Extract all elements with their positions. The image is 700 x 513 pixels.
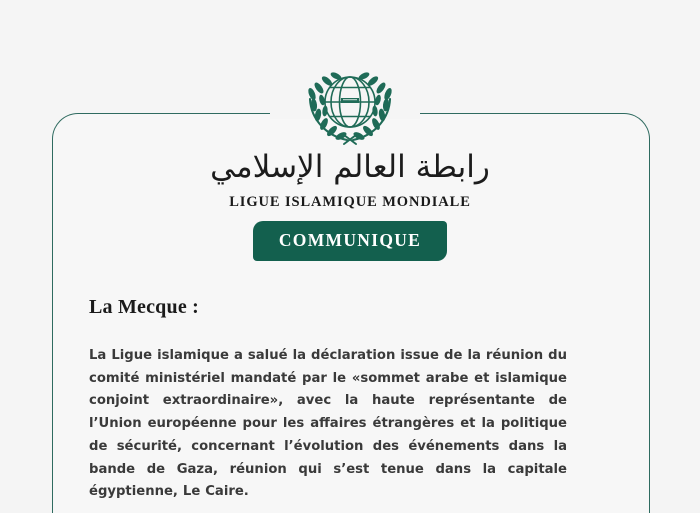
communique-badge: COMMUNIQUE	[253, 221, 447, 261]
document-body	[89, 296, 567, 504]
organization-latin-name: LIGUE ISLAMIQUE MONDIALE	[229, 194, 471, 210]
communique-paragraph: La Ligue islamique a salué la déclaration issue de la réunion du comité ministériel mandaté par le «sommet arabe et islamique conjoint extraordinaire», avec la haute représentante de l’Union européenne pour les affaires étrangères et la politique de sécurité, concernant l’évolution des événements dans la bande de Gaza, réunion qui s’est tenue dans la capitale égyptienne, Le Caire.	[89, 348, 567, 500]
organization-arabic-name: رابطة العالم الإسلامي	[210, 149, 490, 185]
dateline-heading: La Mecque :	[89, 296, 199, 318]
globe-laurel-wreath-icon	[297, 64, 403, 146]
badge-container	[0, 221, 700, 261]
